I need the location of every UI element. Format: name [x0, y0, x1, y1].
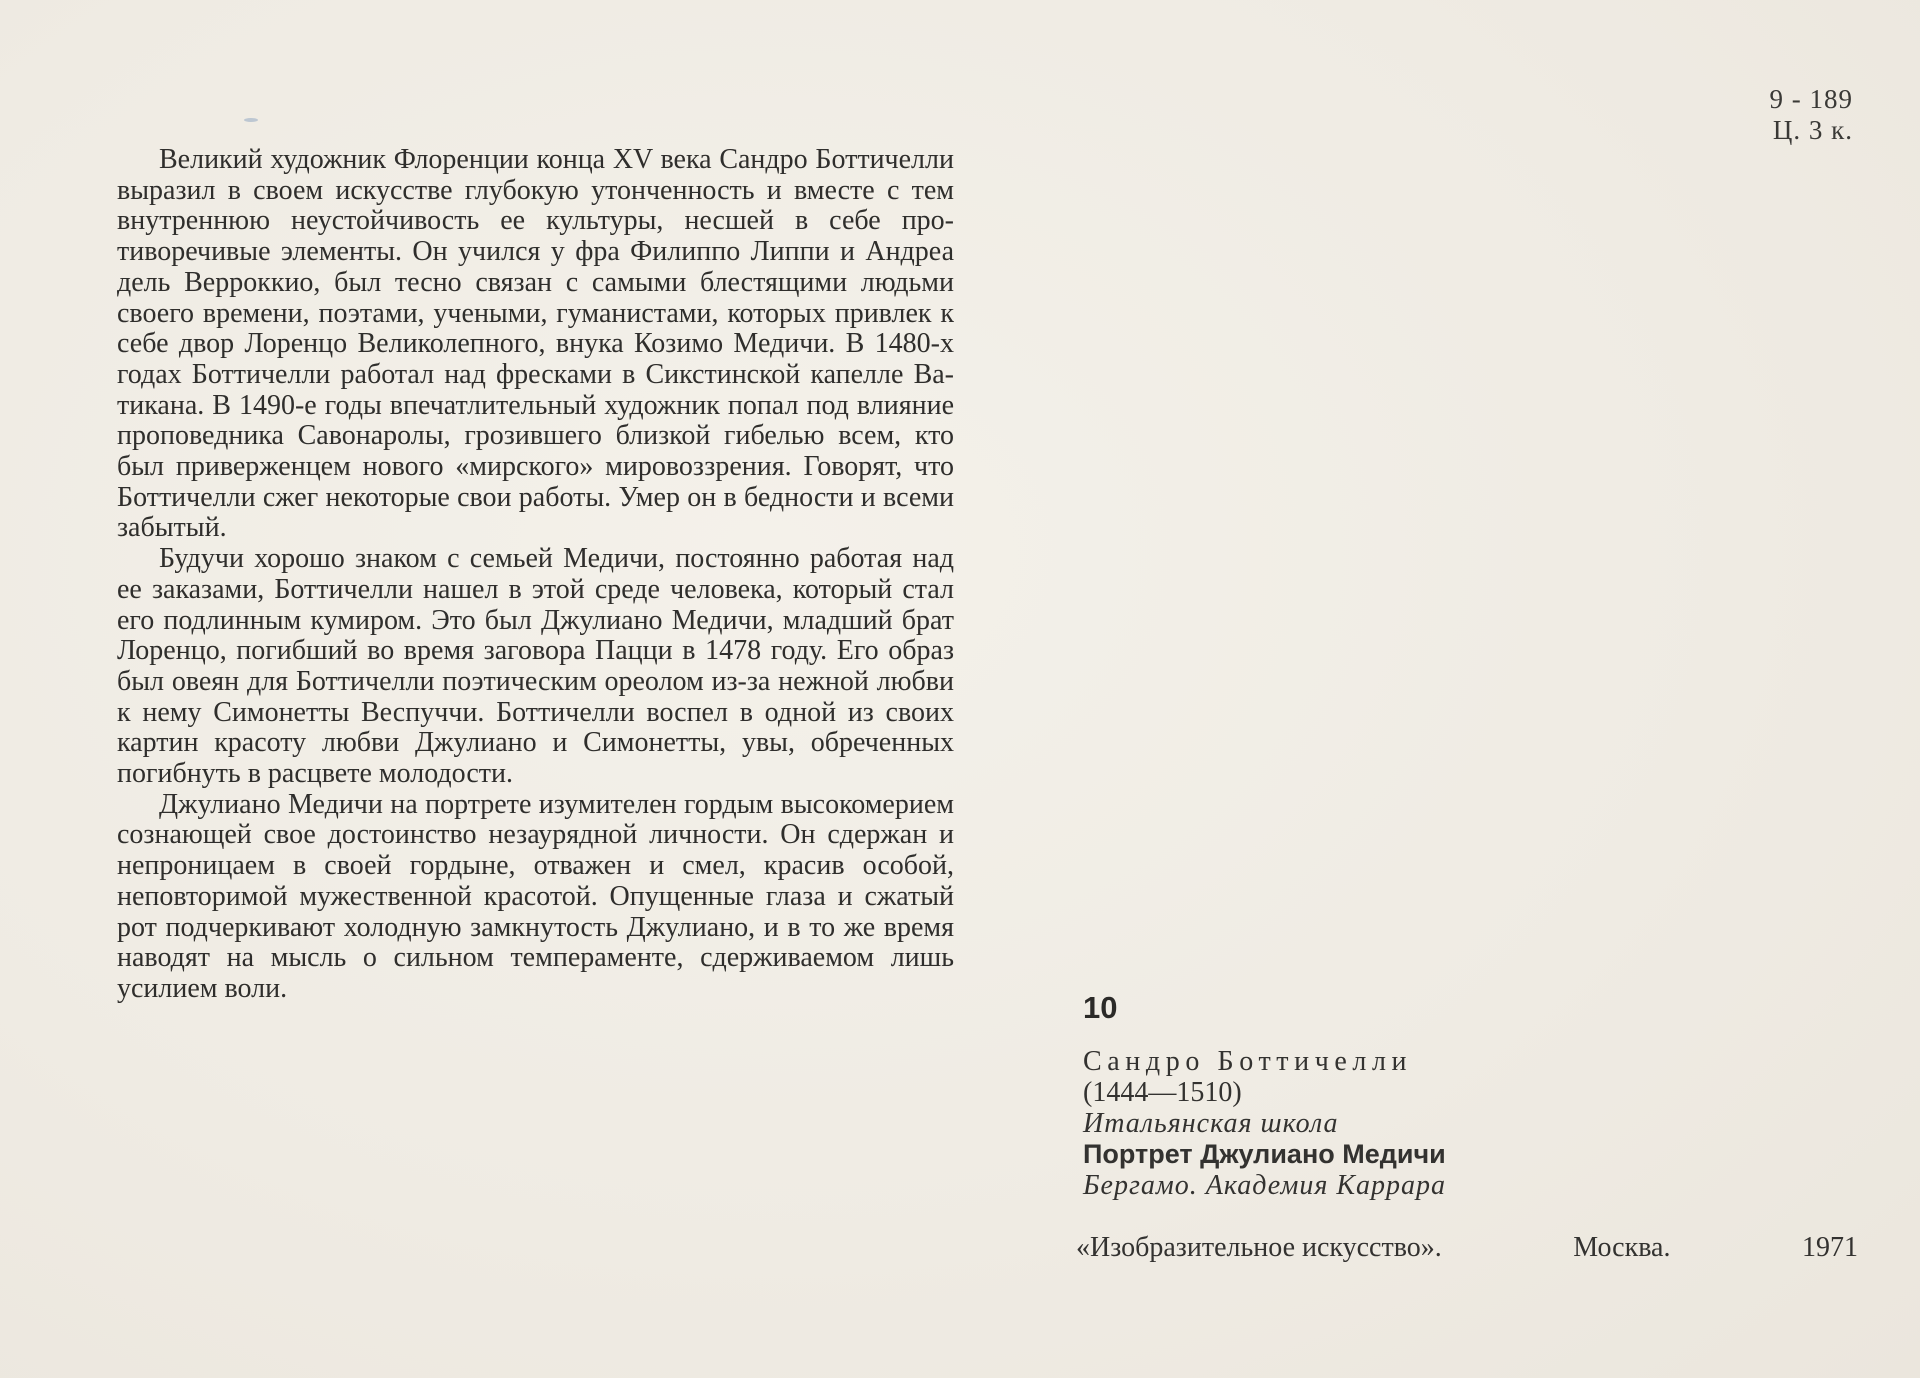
- artwork-caption: [1083, 1046, 1446, 1201]
- publisher-name: «Изобразительное искусство».: [1076, 1232, 1442, 1263]
- catalog-number: 9 - 189: [1769, 84, 1853, 114]
- card-number: 10: [1083, 990, 1118, 1025]
- publisher-line: [1076, 1232, 1858, 1264]
- paragraph-2: Будучи хорошо знаком с семьей Медичи, постоянно работая над ее заказами, Боттичелли нашел в этой среде человека, который стал его подлинным кумиром. Это был Джулиано Медичи, младший брат Лоренцо, погибший во время заговора Пацци в 1478 году. Его образ был овеян для Боттичелли поэтическим ореолом из-за нежной любви к нему Симонетты Веспуччи. Боттичелли воспел в одной из своих картин красоту любви Джулиано и Симонетты, увы, обреченных погибнуть в расцвете молодости.: [117, 543, 954, 790]
- publisher-city: Москва.: [1573, 1232, 1671, 1263]
- description-text: [117, 145, 954, 1005]
- catalog-code: [1770, 84, 1854, 146]
- ink-speck: [244, 118, 258, 122]
- museum-location: Бергамо. Академия Каррара: [1083, 1170, 1446, 1201]
- publisher-year: 1971: [1802, 1232, 1858, 1263]
- price-label: Ц. 3 к.: [1772, 115, 1853, 145]
- artist-name: Сандро Боттичелли: [1083, 1046, 1413, 1077]
- art-school: Итальянская школа: [1083, 1108, 1339, 1139]
- artwork-title: Портрет Джулиано Медичи: [1083, 1139, 1446, 1169]
- paragraph-1: Великий художник Флоренции конца XV века Сандро Боттичелли выразил в своем искусстве глубокую утонченность и вместе с тем внутреннюю неустойчивость ее культуры, несшей в себе противоречивые элементы. Он учился у фра Филиппо Липпи и Андреа дель Верроккио, был тесно связан с самыми блестящими людьми своего времени, поэтами, учеными, гуманистами, которых привлек к себе двор Лоренцо Великолепного, внука Козимо Медичи. В 1480-х годах Боттичелли работал над фресками в Сикстинской капелле Ватикана. В 1490-е годы впечатлительный художник попал под влияние проповедника Савонаролы, грозившего близкой гибелью всем, кто был приверженцем нового «мирского» мировоззрения. Говорят, что Боттичелли сжег некоторые свои работы. Умер он в бедности и всеми забытый.: [117, 144, 954, 544]
- paragraph-3: Джулиано Медичи на портрете изумителен гордым высокомерием сознающей свое достоинство незаурядной личности. Он сдержан и непроницаем в своей гордыне, отважен и смел, красив особой, неповторимой мужественной красотой. Опущенные глаза и сжатый рот подчеркивают холодную замкнутость Джулиано, и в то же время наводят на мысль о сильном темпераменте, сдерживаемом лишь усилием воли.: [117, 788, 954, 1004]
- artist-years: (1444—1510): [1083, 1077, 1242, 1108]
